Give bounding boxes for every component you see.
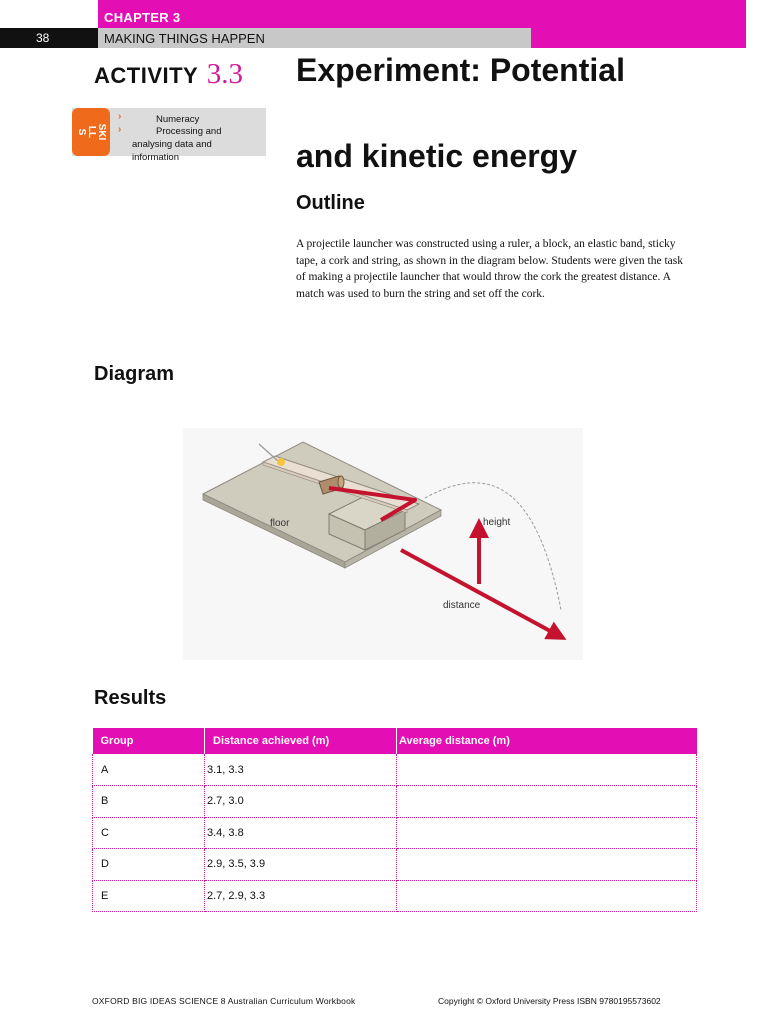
distance-arrow (401, 550, 563, 638)
skill-item-numeracy: Numeracy (156, 114, 200, 125)
cell-group: C (93, 817, 205, 849)
activity-number: 3.3 (206, 58, 243, 90)
chapter-label: CHAPTER 3 (104, 10, 181, 25)
cell-group: A (93, 754, 205, 786)
cell-average[interactable] (397, 786, 697, 818)
column-header-distance: Distance achieved (m) (205, 728, 397, 754)
projectile-launcher-diagram (183, 428, 583, 660)
page-title-line-1: Experiment: Potential (296, 52, 625, 88)
cell-distance: 3.4, 3.8 (205, 817, 397, 849)
cell-distance: 3.1, 3.3 (205, 754, 397, 786)
cell-average[interactable] (397, 754, 697, 786)
activity-label (94, 58, 243, 91)
footer-book-title: OXFORD BIG IDEAS SCIENCE 8 Australian Curriculum Workbook (92, 996, 356, 1006)
outline-body: A projectile launcher was constructed using a ruler, a block, an elastic band, sticky tape, a cork and string, as shown in the diagram below. Students were given the task of making a projectile launcher that would throw the cork the greatest distance. A match was used to burn the string and set off the cork. (296, 238, 683, 300)
distance-label: distance (443, 600, 481, 611)
results-heading: Results (94, 687, 167, 709)
header-magenta-bar (98, 0, 746, 28)
table-row (93, 880, 697, 912)
table-row (93, 817, 697, 849)
column-header-group: Group (93, 728, 205, 754)
cell-group: E (93, 880, 205, 912)
page-title-line-2: and kinetic energy (296, 138, 577, 174)
cell-group: B (93, 786, 205, 818)
cell-average[interactable] (397, 880, 697, 912)
column-header-average: Average distance (m) (397, 728, 697, 754)
skills-tab-label: SKILLS (76, 123, 107, 141)
chevron-right-icon: › (118, 111, 122, 122)
match-flame-icon (277, 458, 285, 466)
outline-heading: Outline (296, 192, 365, 214)
diagram-heading: Diagram (94, 363, 175, 385)
table-row (93, 849, 697, 881)
table-row (93, 754, 697, 786)
cell-average[interactable] (397, 817, 697, 849)
cell-distance: 2.7, 3.0 (205, 786, 397, 818)
cell-distance: 2.7, 2.9, 3.3 (205, 880, 397, 912)
page-number: 38 (36, 31, 50, 45)
footer-copyright: Copyright © Oxford University Press ISBN 9780195573602 (438, 996, 661, 1006)
height-label: height (483, 517, 511, 528)
table-row (93, 786, 697, 818)
skill-item-processing: Processing and analysing data and information (132, 126, 222, 163)
chapter-title: MAKING THINGS HAPPEN (104, 31, 265, 46)
cell-distance: 2.9, 3.5, 3.9 (205, 849, 397, 881)
cell-average[interactable] (397, 849, 697, 881)
results-table (92, 728, 697, 912)
chevron-right-icon: › (118, 124, 122, 135)
cell-group: D (93, 849, 205, 881)
floor-label: floor (270, 518, 290, 529)
activity-word: ACTIVITY (94, 63, 199, 88)
trajectory-path (425, 483, 561, 610)
header-magenta-accent (531, 28, 746, 48)
table-header-row (93, 728, 697, 754)
